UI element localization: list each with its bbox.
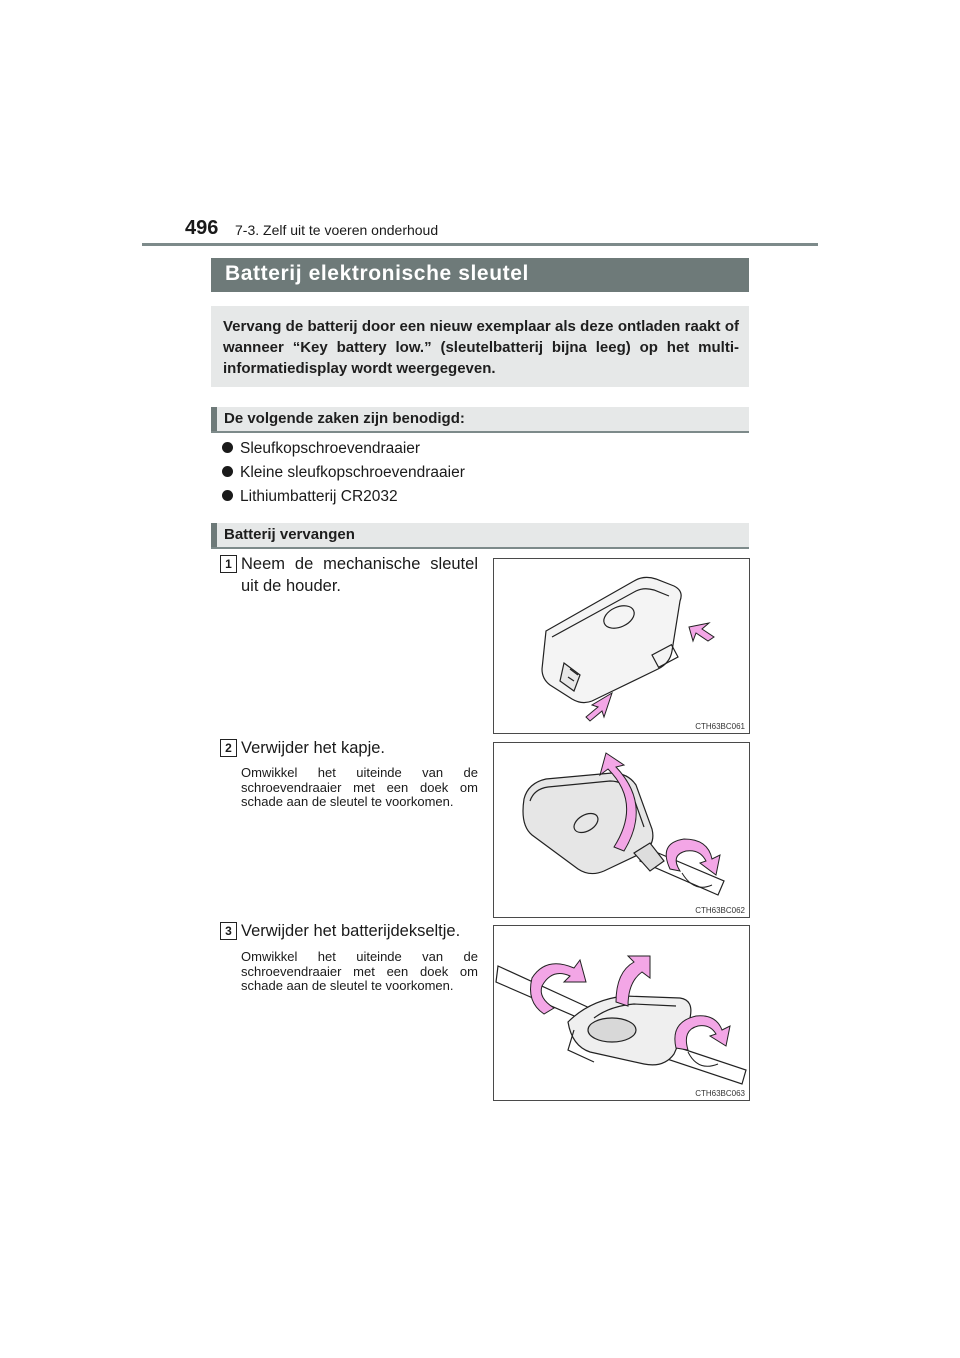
title-bar: [211, 258, 749, 292]
page-title: Batterij elektronische sleutel: [225, 262, 529, 285]
replace-heading: Batterij vervangen: [224, 526, 355, 543]
requirements-heading-bar: [211, 407, 749, 433]
step-number: 1: [220, 555, 237, 573]
header-divider: [142, 243, 818, 246]
step-title: Verwijder het kapje.: [241, 739, 385, 757]
list-item-label: Lithiumbatterij CR2032: [240, 488, 398, 505]
cover-removal-illustration: [494, 743, 749, 917]
step-2-figure: [493, 742, 750, 918]
step-title: Verwijder het batterijdekseltje.: [241, 922, 461, 940]
step-title: Neem de mechanische sleutel uit de houder.: [241, 555, 478, 595]
list-item-label: Kleine sleufkopschroevendraaier: [240, 464, 465, 481]
figure-code: CTH63BC061: [695, 722, 745, 731]
step-number: 3: [220, 922, 237, 940]
list-item-label: Sleufkopschroevendraaier: [240, 440, 421, 457]
requirements-heading: De volgende zaken zijn benodigd:: [224, 410, 465, 427]
section-label: 7-3. Zelf uit te voeren onderhoud: [235, 222, 439, 238]
step-note: Omwikkel het uiteinde van de schroevendraaier met een doek om schade aan de sleutel te voorkomen.: [241, 949, 478, 993]
battery-cover-removal-illustration: [494, 926, 749, 1100]
step-note: Omwikkel het uiteinde van de schroevendraaier met een doek om schade aan de sleutel te voorkomen.: [241, 765, 478, 809]
list-item: [222, 488, 398, 506]
bullet-icon: [222, 466, 233, 477]
step-number: 2: [220, 739, 237, 757]
page-number: 496: [185, 217, 219, 239]
bullet-icon: [222, 490, 233, 501]
figure-code: CTH63BC063: [695, 1089, 745, 1098]
key-fob-illustration: [494, 559, 749, 733]
list-item: [222, 440, 420, 458]
intro-text: Vervang de batterij door een nieuw exemplaar als deze ontladen raakt of wanneer “Key battery low.” (sleutelbatterij bijna leeg) op het multi-informatiedisplay wordt weergegeven.: [223, 318, 739, 377]
step-1-figure: [493, 558, 750, 734]
step-3-figure: [493, 925, 750, 1101]
list-item: [222, 464, 465, 482]
replace-heading-bar: [211, 523, 749, 549]
intro-box: [211, 306, 749, 387]
bullet-icon: [222, 442, 233, 453]
figure-code: CTH63BC062: [695, 906, 745, 915]
